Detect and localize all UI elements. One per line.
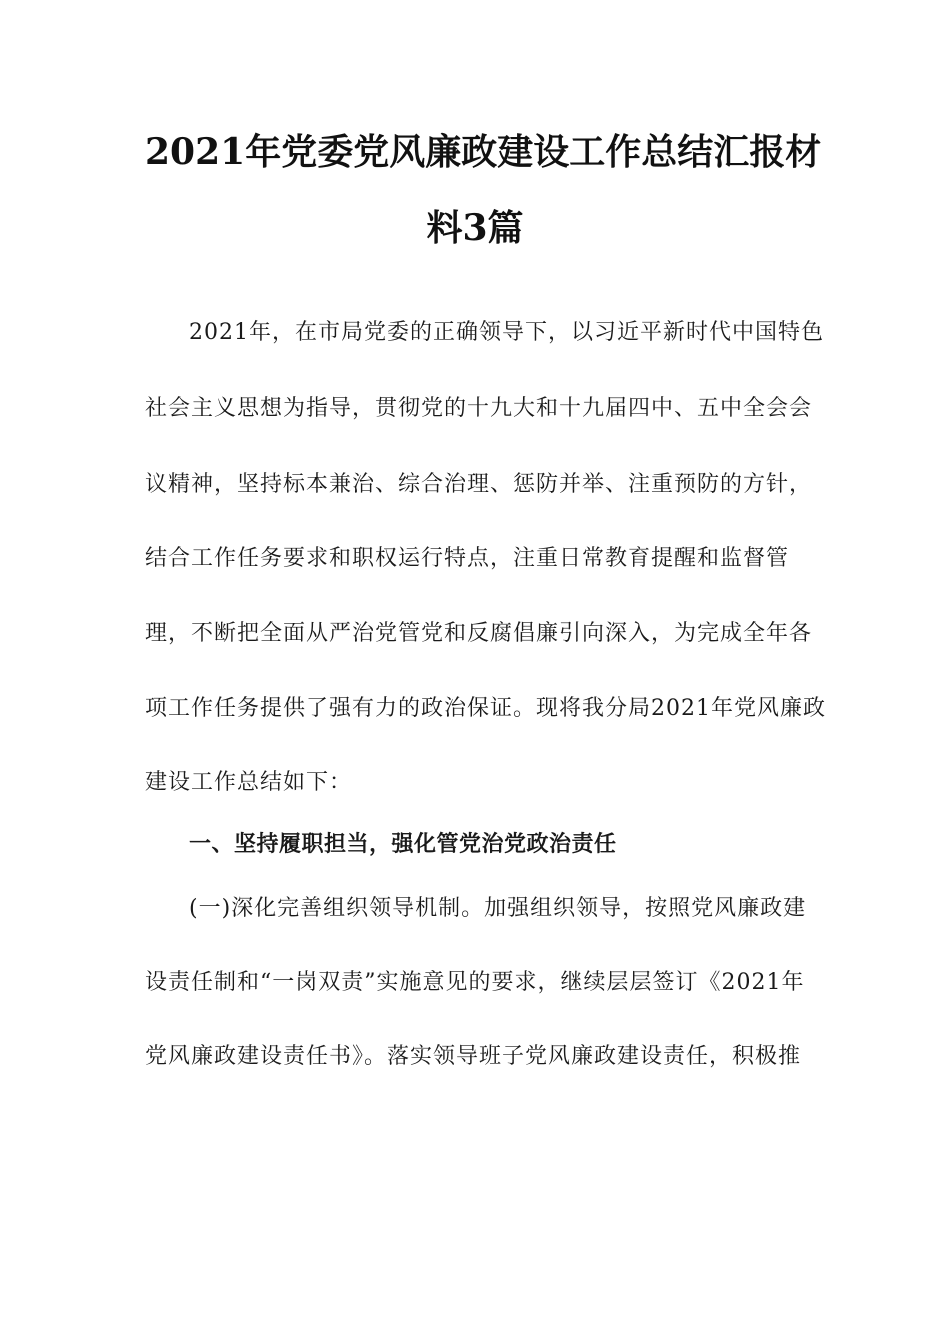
document-title-line-1: 2021年党委党风廉政建设工作总结汇报材 [145,131,822,173]
paragraph-1-line-1: 2021年，在市局党委的正确领导下，以习近平新时代中国特色 [189,320,824,345]
section-heading-1: 一、坚持履职担当，强化管党治党政治责任 [189,831,617,857]
paragraph-2-line-1: (一)深化完善组织领导机制。加强组织领导，按照党风廉政建 [189,896,807,921]
document-title-line-2: 料3篇 [426,207,524,249]
paragraph-2-line-2: 设责任制和“一岗双责”实施意见的要求，继续层层签订《2021年 [145,970,805,995]
paragraph-1-line-6: 项工作任务提供了强有力的政治保证。现将我分局2021年党风廉政 [145,696,826,721]
paragraph-2-line-3: 党风廉政建设责任书》。落实领导班子党风廉政建设责任，积极推 [145,1044,802,1069]
paragraph-1-line-7: 建设工作总结如下： [145,770,353,795]
paragraph-1-line-3: 议精神，坚持标本兼治、综合治理、惩防并举、注重预防的方针， [145,472,813,497]
paragraph-1-line-2: 社会主义思想为指导，贯彻党的十九大和十九届四中、五中全会会 [145,396,813,421]
paragraph-1-line-4: 结合工作任务要求和职权运行特点，注重日常教育提醒和监督管 [145,546,790,571]
paragraph-1-line-5: 理，不断把全面从严治党管党和反腐倡廉引向深入，为完成全年各 [145,621,813,646]
